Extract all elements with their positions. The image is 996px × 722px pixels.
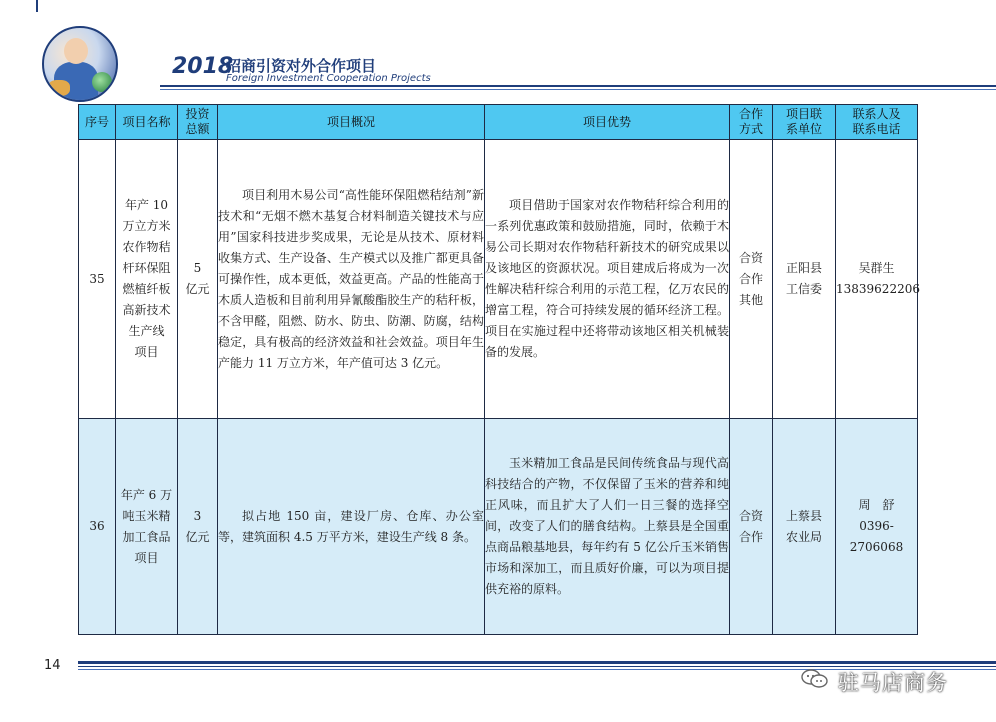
wechat-icon bbox=[800, 668, 830, 690]
cell-name: 年产 6 万 吨玉米精 加工食品 项目 bbox=[116, 419, 178, 635]
cell-unit: 正阳县 工信委 bbox=[773, 140, 836, 419]
header-divider-thin bbox=[160, 89, 996, 90]
projects-table bbox=[78, 104, 918, 635]
cell-advantage: 玉米精加工食品是民间传统食品与现代高科技结合的产物，不仅保留了玉米的营养和纯正风味，而且扩大了人们一日三餐的选择空间，改变了人们的膳食结构。上蔡县是全国重点商品粮基地县，每年约有 5 亿公斤玉米销售市场和深加工，而且质好价廉，可以为项目提供充裕的原料。 bbox=[485, 419, 730, 635]
cell-investment: 5 亿元 bbox=[178, 140, 218, 419]
col-header-contact: 联系人及 联系电话 bbox=[836, 105, 918, 140]
page-number: 14 bbox=[44, 658, 61, 673]
cell-name: 年产 10 万立方米 农作物秸 杆环保阻 燃植纤板 高新技术 生产线 项目 bbox=[116, 140, 178, 419]
cell-overview: 拟占地 150 亩，建设厂房、仓库、办公室等，建筑面积 4.5 万平方米，建设生产线 8 条。 bbox=[218, 419, 485, 635]
cell-contact: 吴群生 13839622206 bbox=[836, 140, 918, 419]
col-header-overview: 项目概况 bbox=[218, 105, 485, 140]
header-year: 2018 bbox=[172, 54, 234, 79]
col-header-unit: 项目联 系单位 bbox=[773, 105, 836, 140]
header-divider bbox=[160, 85, 996, 87]
header-rule-vertical bbox=[36, 0, 38, 12]
cell-no: 36 bbox=[79, 419, 116, 635]
cell-overview: 项目利用木易公司“高性能环保阻燃秸结剂”新技术和“无烟不燃木基复合材料制造关键技术与应用”国家科技进步奖成果，无论是从技术、原材料收集方式、生产设备、生产模式以及推广都更具备可操作性，成本更低，效益更高。产品的性能高于木质人造板和目前利用异氰酸酯胶生产的秸秆板，不含甲醛，阻燃、防水、防虫、防潮、防腐，结构稳定，具有极高的经济效益和社会效益。项目年生产能力 11 万立方米，年产值可达 3 亿元。 bbox=[218, 140, 485, 419]
cell-no: 35 bbox=[79, 140, 116, 419]
cell-mode: 合资 合作 bbox=[730, 419, 773, 635]
page-header bbox=[0, 0, 996, 100]
cell-advantage: 项目借助于国家对农作物秸秆综合利用的一系列优惠政策和鼓励措施，同时，依赖于木易公司长期对农作物秸秆新技术的研究成果以及该地区的资源状况。项目建成后将成为一次性解决秸秆综合利用的示范工程，亿万农民的增富工程，符合可持续发展的循环经济工程。项目在实施过程中还将带动该地区相关机械装备的发展。 bbox=[485, 140, 730, 419]
col-header-advantage: 项目优势 bbox=[485, 105, 730, 140]
table-row bbox=[79, 419, 918, 635]
col-header-investment: 投资 总额 bbox=[178, 105, 218, 140]
cell-mode: 合资 合作 其他 bbox=[730, 140, 773, 419]
header-photo-emblem bbox=[42, 26, 118, 102]
cell-contact: 周 舒 0396- 2706068 bbox=[836, 419, 918, 635]
footer-divider bbox=[78, 661, 996, 664]
cell-unit: 上蔡县 农业局 bbox=[773, 419, 836, 635]
header-title: 招商引资对外合作项目 bbox=[226, 57, 377, 75]
col-header-name: 项目名称 bbox=[116, 105, 178, 140]
table-header-row bbox=[79, 105, 918, 140]
watermark-text: 驻马店商务 bbox=[838, 671, 948, 695]
col-header-no: 序号 bbox=[79, 105, 116, 140]
header-subtitle: Foreign Investment Cooperation Projects bbox=[226, 73, 431, 84]
col-header-mode: 合作 方式 bbox=[730, 105, 773, 140]
table-row bbox=[79, 140, 918, 419]
cell-investment: 3 亿元 bbox=[178, 419, 218, 635]
